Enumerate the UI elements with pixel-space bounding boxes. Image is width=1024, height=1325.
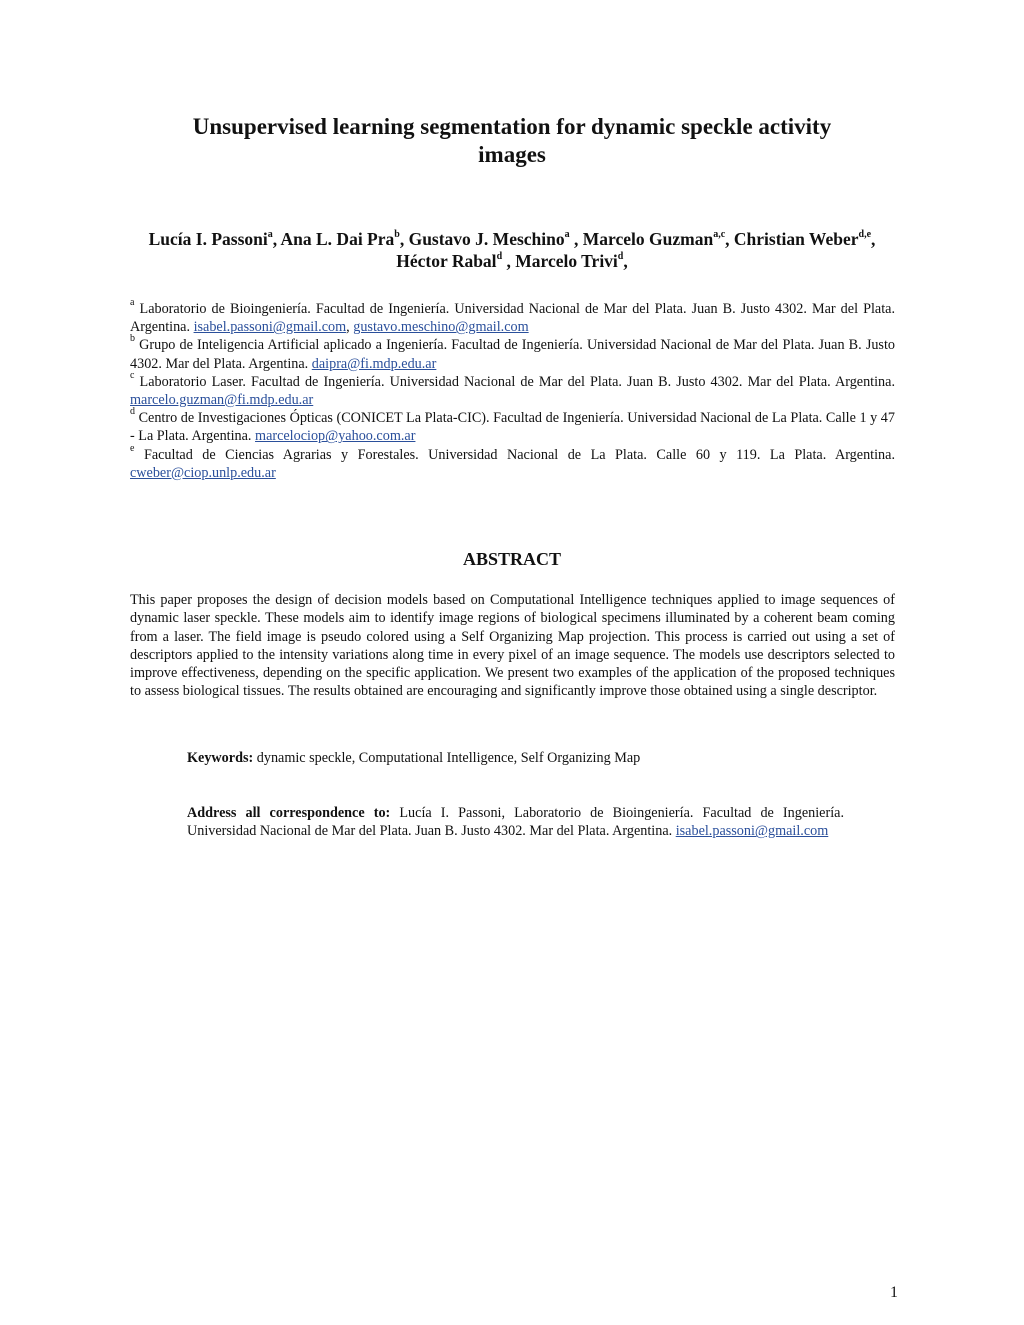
author-separator: , [502,251,516,271]
author-affiliation-mark: a [564,229,570,240]
author-affiliation-mark: d [496,251,503,262]
correspondence-text: Lucía I. Passoni, Laboratorio de Bioingeniería. Facultad de Ingeniería. Universidad Nacional de Mar del Plata. Juan B. Justo 4302. Mar del Plata. Argentina. [187,805,844,840]
affiliation-mark: d [130,406,135,418]
author-name: Héctor Rabal [396,251,497,271]
author-affiliation-mark: a,c [713,229,726,240]
email-link[interactable]: marcelo.guzman@fi.mdp.edu.ar [130,392,314,409]
author-name: Gustavo J. Meschino [408,229,565,249]
author-separator: , [272,229,281,249]
author-separator: , [399,229,409,249]
author-separator: , [725,229,734,249]
affiliation-text: Laboratorio de Bioingeniería. Facultad de Ingeniería. Universidad Nacional de Mar del Plata. Juan B. Justo 4302. Mar del Plata. Argentina. [130,301,895,336]
author-name: Christian Weber [733,229,859,249]
affiliation-c [130,369,895,409]
abstract-heading: ABSTRACT [462,549,562,569]
correspondence-email-link[interactable]: isabel.passoni@gmail.com [675,823,829,840]
affiliation-d [130,406,895,445]
email-link[interactable]: marcelociop@yahoo.com.ar [255,428,416,445]
abstract-body: This paper proposes the design of decision models based on Computational Intelligence techniques applied to image sequences of dynamic laser speckle. These models aim to identify image regions of biological specimens illuminated by a coherent beam coming from a laser. The field image is pseudo colored using a Self Organizing Map projection. This process is carried out using a set of descriptors applied to the intensity variations along time in every pixel of an image sequence. The models use descriptors selected to improve effectiveness, depending on the specific application. We present two examples of the application of the proposed techniques to assess biological tissues. The results obtained are encouraging and significantly improve those obtained using a single descriptor. [130,592,895,700]
affiliation-b [130,333,895,372]
author-name: Marcelo Guzman [582,229,714,249]
affiliation-mark: e [130,442,135,454]
author-affiliation-mark: d,e [858,229,872,240]
email-separator: , [346,319,354,336]
author-list [130,228,894,272]
affiliation-text: Laboratorio Laser. Facultad de Ingeniería. Universidad Nacional de Mar del Plata. Juan B. Justo 4302. Mar del Plata. Argentina. [134,373,895,390]
author-separator: , [623,251,628,271]
affiliation-e [130,442,895,482]
keywords-text: dynamic speckle, Computational Intelligence, Self Organizing Map [253,750,641,766]
correspondence-label: Address all correspondence to: [187,805,391,821]
affiliation-list [130,297,895,482]
affiliation-a [130,297,895,336]
keywords-line [187,749,847,767]
author-affiliation-mark: d [617,251,624,262]
author-affiliation-mark: a [267,229,273,240]
affiliation-text: Facultad de Ciencias Agrarias y Forestales. Universidad Nacional de La Plata. Calle 60 y 119. La Plata. Argentina. [134,446,895,463]
author-name: Lucía I. Passoni [148,229,268,249]
page-number: 1 [890,1284,898,1301]
title-line-2: images [478,142,546,167]
email-link[interactable]: cweber@ciop.unlp.edu.ar [130,464,276,481]
email-link[interactable]: gustavo.meschino@gmail.com [353,319,529,336]
author-name: Ana L. Dai Pra [280,229,395,249]
title-line-1: Unsupervised learning segmentation for dynamic speckle activity [192,114,832,139]
correspondence-block [187,804,844,841]
affiliation-text: Grupo de Inteligencia Artificial aplicado a Ingeniería. Facultad de Ingeniería. Universidad Nacional de Mar del Plata. Juan B. Justo 4302. Mar del Plata. Argentina. [130,337,895,372]
author-name: Marcelo Trivi [515,251,618,271]
author-separator: , [871,229,876,249]
author-affiliation-mark: b [394,229,400,240]
email-link[interactable]: isabel.passoni@gmail.com [193,319,347,336]
affiliation-mark: c [130,369,135,381]
email-link[interactable]: daipra@fi.mdp.edu.ar [311,355,437,372]
affiliation-mark: a [130,297,135,308]
keywords-label: Keywords: [187,750,254,766]
affiliation-mark: b [130,333,135,345]
paper-title [130,113,894,169]
affiliation-text: Centro de Investigaciones Ópticas (CONICET La Plata-CIC). Facultad de Ingeniería. Universidad Nacional de La Plata. Calle 1 y 47 - La Plata. Argentina. [130,410,895,445]
author-separator: , [569,229,583,249]
